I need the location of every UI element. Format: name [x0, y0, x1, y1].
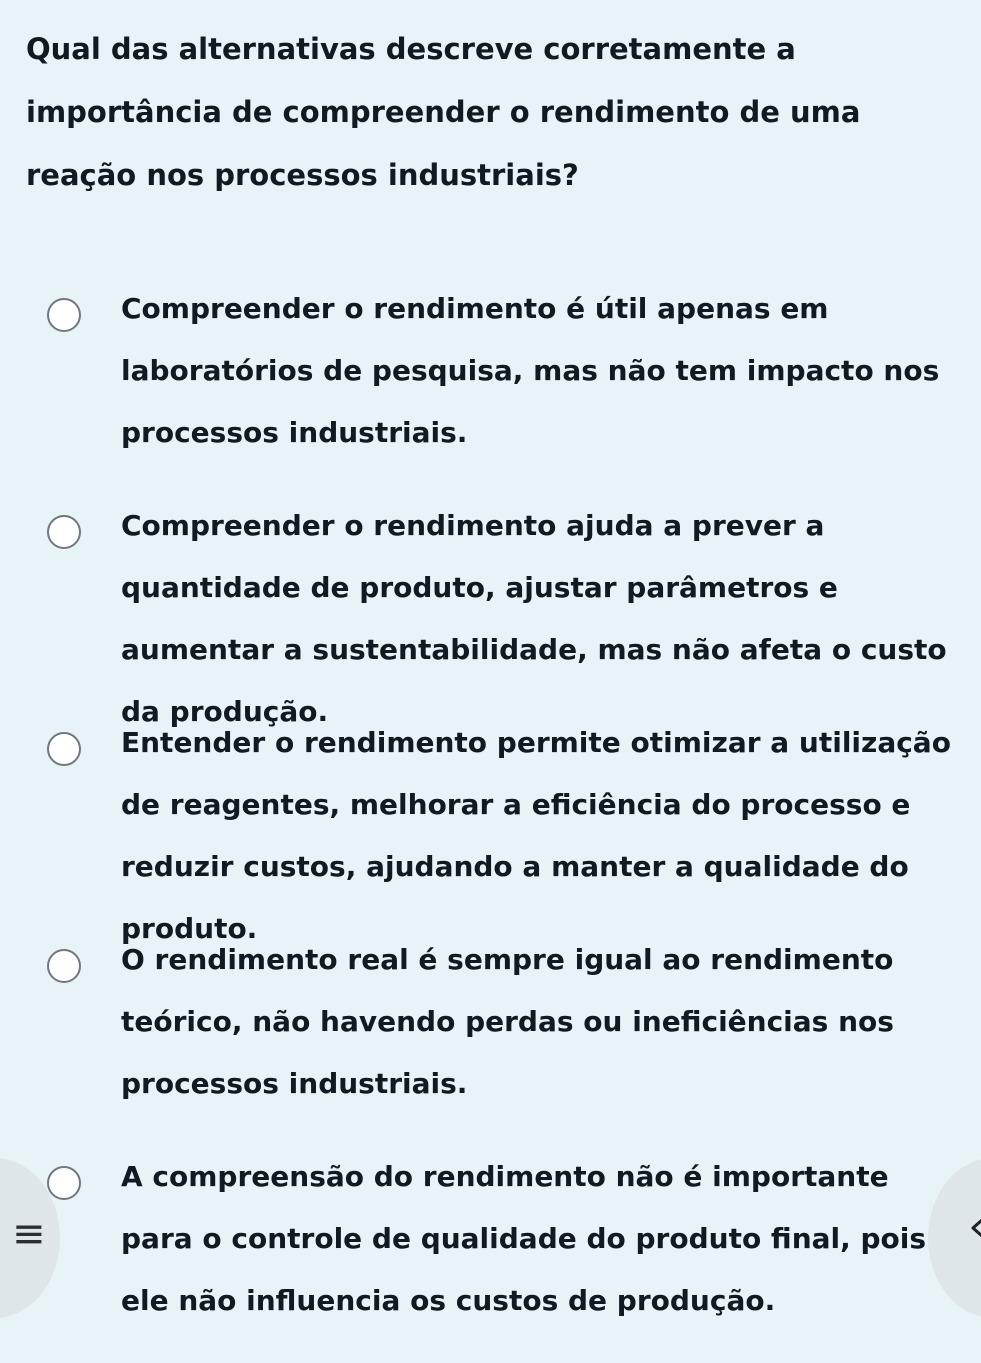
answer-option-2[interactable]: [0, 495, 981, 728]
question-text: Qual das alternativas descreve corretamente a importância de compreender o rendimento de uma reação nos processos industriais?: [26, 32, 861, 192]
answer-option-5[interactable]: [0, 1146, 981, 1363]
radio-button-4[interactable]: [47, 949, 81, 983]
answer-option-label: Entender o rendimento permite otimizar a utilização de reagentes, melhorar a eficiência do processo e reduzir custos, ajudando a manter a qualidade do produto.: [121, 726, 951, 945]
answer-option-4[interactable]: [0, 929, 981, 1146]
radio-button-1[interactable]: [47, 298, 81, 332]
radio-button-5[interactable]: [47, 1166, 81, 1200]
answer-option-label: A compreensão do rendimento não é importante para o controle de qualidade do produto final, pois ele não influencia os custos de produção.: [121, 1160, 927, 1317]
answer-options: [0, 278, 981, 1363]
answer-option-3[interactable]: [0, 712, 981, 945]
chevron-left-icon: [968, 1218, 981, 1238]
answer-option-label: Compreender o rendimento é útil apenas em laboratórios de pesquisa, mas não tem impacto nos processos industriais.: [121, 292, 940, 449]
menu-icon: ≡: [12, 1211, 46, 1257]
answer-option-label: O rendimento real é sempre igual ao rendimento teórico, não havendo perdas ou ineficiências nos processos industriais.: [121, 943, 894, 1100]
radio-button-3[interactable]: [47, 732, 81, 766]
answer-option-1[interactable]: [0, 278, 981, 495]
answer-option-label: Compreender o rendimento ajuda a prever a quantidade de produto, ajustar parâmetros e aumentar a sustentabilidade, mas não afeta o custo da produção.: [121, 509, 947, 728]
radio-button-2[interactable]: [47, 515, 81, 549]
